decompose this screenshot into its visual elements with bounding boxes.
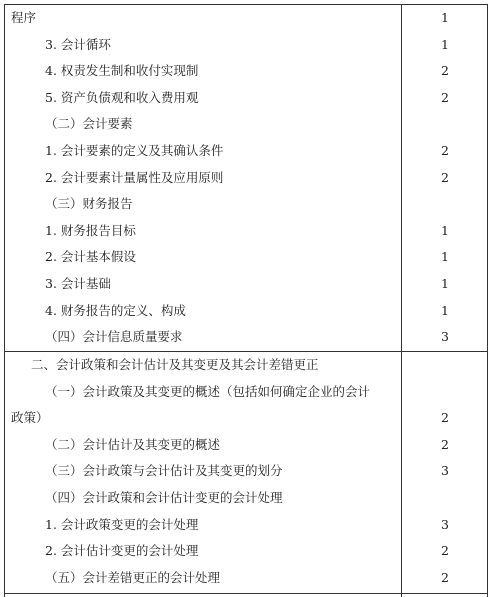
table-row <box>5 458 489 485</box>
table-row <box>5 565 489 592</box>
table-row <box>5 5 489 32</box>
table-row <box>5 218 489 245</box>
table-row <box>5 191 489 218</box>
table-row <box>5 352 489 379</box>
syllabus-table <box>4 4 488 597</box>
row-hours: 2 <box>441 569 449 585</box>
row-text: 1. 财务报告目标 <box>45 222 136 238</box>
row-text: 4. 财务报告的定义、构成 <box>45 302 186 318</box>
row-text: （三）会计政策与会计估计及其变更的划分 <box>45 463 283 479</box>
row-hours: 2 <box>441 169 449 185</box>
row-text: （二）会计要素 <box>45 116 133 132</box>
row-text: （四）会计政策和会计估计变更的会计处理 <box>45 490 283 505</box>
row-hours: 1 <box>441 276 449 291</box>
row-hours: 3 <box>441 329 449 345</box>
row-hours: 3 <box>441 463 449 479</box>
row-text: （一）会计政策及其变更的概述（包括如何确定企业的会计 <box>45 383 371 399</box>
row-hours: 1 <box>441 302 449 318</box>
row-hours: 2 <box>441 89 449 105</box>
row-text: 3. 会计基础 <box>45 276 111 291</box>
row-text: 5. 资产负债观和收入费用观 <box>45 89 199 105</box>
row-hours: 1 <box>441 222 449 238</box>
table-bottom-divider <box>5 593 487 594</box>
row-hours: 2 <box>441 436 449 452</box>
row-text: 1. 会计政策变更的会计处理 <box>45 516 199 532</box>
row-text: （四）会计信息质量要求 <box>45 329 183 345</box>
row-text: （三）财务报告 <box>45 196 133 212</box>
row-hours: 3 <box>441 516 449 532</box>
table-row <box>5 405 489 432</box>
table-row <box>5 165 489 192</box>
row-text: 2. 会计基本假设 <box>45 249 136 265</box>
row-text: 2. 会计要素计量属性及应用原则 <box>45 169 224 185</box>
row-text: 3. 会计循环 <box>45 36 111 52</box>
row-hours: 2 <box>441 143 449 158</box>
section-heading: 二、会计政策和会计估计及其变更及其会计差错更正 <box>31 357 319 372</box>
table-row <box>5 432 489 459</box>
row-hours: 2 <box>441 63 449 79</box>
row-hours: 2 <box>441 543 449 559</box>
row-text: 1. 会计要素的定义及其确认条件 <box>45 143 224 158</box>
row-hours: 1 <box>441 36 449 52</box>
table-row <box>5 379 489 406</box>
row-text: 政策） <box>11 410 49 426</box>
table-row <box>5 58 489 85</box>
table-row <box>5 32 489 59</box>
table-row <box>5 244 489 271</box>
table-row <box>5 485 489 512</box>
table-row <box>5 298 489 325</box>
row-text: （二）会计估计及其变更的概述 <box>45 436 221 452</box>
table-row <box>5 512 489 539</box>
table-row <box>5 538 489 565</box>
table-row <box>5 85 489 112</box>
table-row <box>5 138 489 165</box>
row-text: 2. 会计估计变更的会计处理 <box>45 543 199 559</box>
row-hours: 2 <box>441 410 449 426</box>
row-text: 4. 权责发生制和收付实现制 <box>45 63 199 79</box>
row-hours: 1 <box>441 249 449 265</box>
row-hours: 1 <box>441 10 449 25</box>
row-text: 程序 <box>11 10 37 25</box>
table-row <box>5 111 489 138</box>
row-text: （五）会计差错更正的会计处理 <box>45 569 221 585</box>
table-row <box>5 324 489 351</box>
table-row <box>5 271 489 298</box>
